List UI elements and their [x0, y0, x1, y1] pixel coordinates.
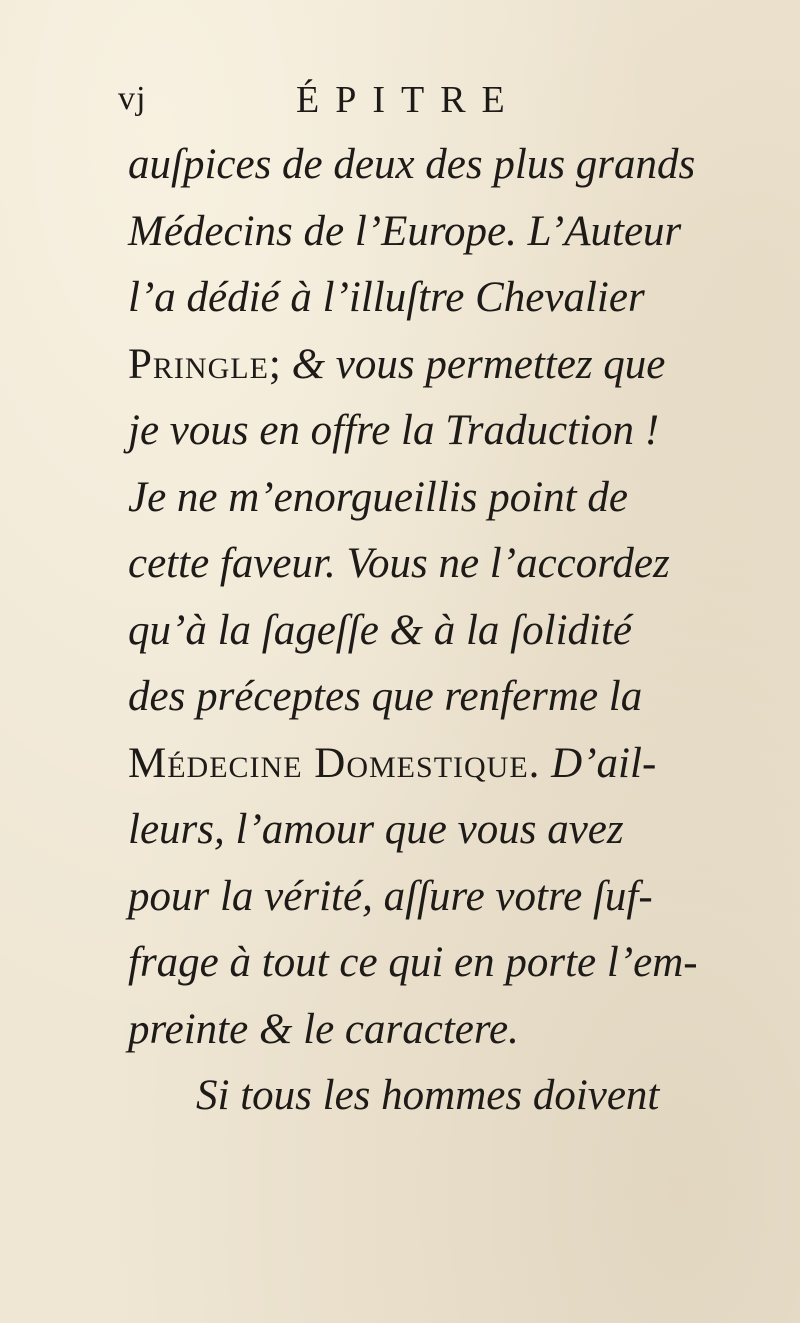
text-line [128, 864, 788, 931]
body-text [128, 132, 788, 1130]
text-segment: l’a dédié à l’illuſtre Chevalier [128, 274, 645, 321]
text-line [128, 332, 788, 399]
text-line [128, 132, 788, 199]
text-segment: preinte & le caractere. [128, 1005, 519, 1053]
text-segment: frage à tout ce qui en porte l’em- [128, 939, 698, 986]
text-line [128, 731, 788, 798]
text-segment: qu’à la ſageſſe & à la ſolidité [128, 606, 632, 654]
text-line [128, 531, 788, 598]
text-segment: je vous en offre la Traduction ! [128, 407, 660, 454]
text-segment: Si tous les hommes doivent [196, 1072, 660, 1119]
text-line [128, 465, 788, 532]
page-number: vj [118, 80, 147, 117]
running-head [118, 76, 678, 126]
text-line [128, 1063, 788, 1130]
text-segment: auſpices de deux des plus grands [128, 141, 696, 188]
text-line [128, 930, 788, 997]
text-segment: leurs, l’amour que vous avez [128, 806, 624, 853]
text-segment: Je ne m’enorgueillis point de [128, 473, 628, 521]
text-segment: Médecine Domestique. [128, 739, 541, 787]
text-segment: ; [268, 340, 292, 388]
text-line [128, 398, 788, 465]
text-segment: D’ail- [540, 739, 657, 787]
text-line [128, 199, 788, 266]
text-line [128, 265, 788, 332]
text-segment: pour la vérité, aſſure votre ſuf- [128, 872, 653, 920]
text-segment: Pringle [128, 340, 269, 388]
text-segment: cette faveur. Vous ne l’accordez [128, 540, 670, 587]
text-segment: & vous permettez que [291, 340, 666, 388]
text-line [128, 664, 788, 731]
text-line [128, 598, 788, 665]
text-segment: des préceptes que renferme la [128, 673, 643, 720]
text-line [128, 997, 788, 1064]
running-title: ÉPITRE [296, 79, 521, 121]
text-line [128, 797, 788, 864]
text-segment: Médecins de l’Europe. L’Auteur [128, 207, 682, 255]
